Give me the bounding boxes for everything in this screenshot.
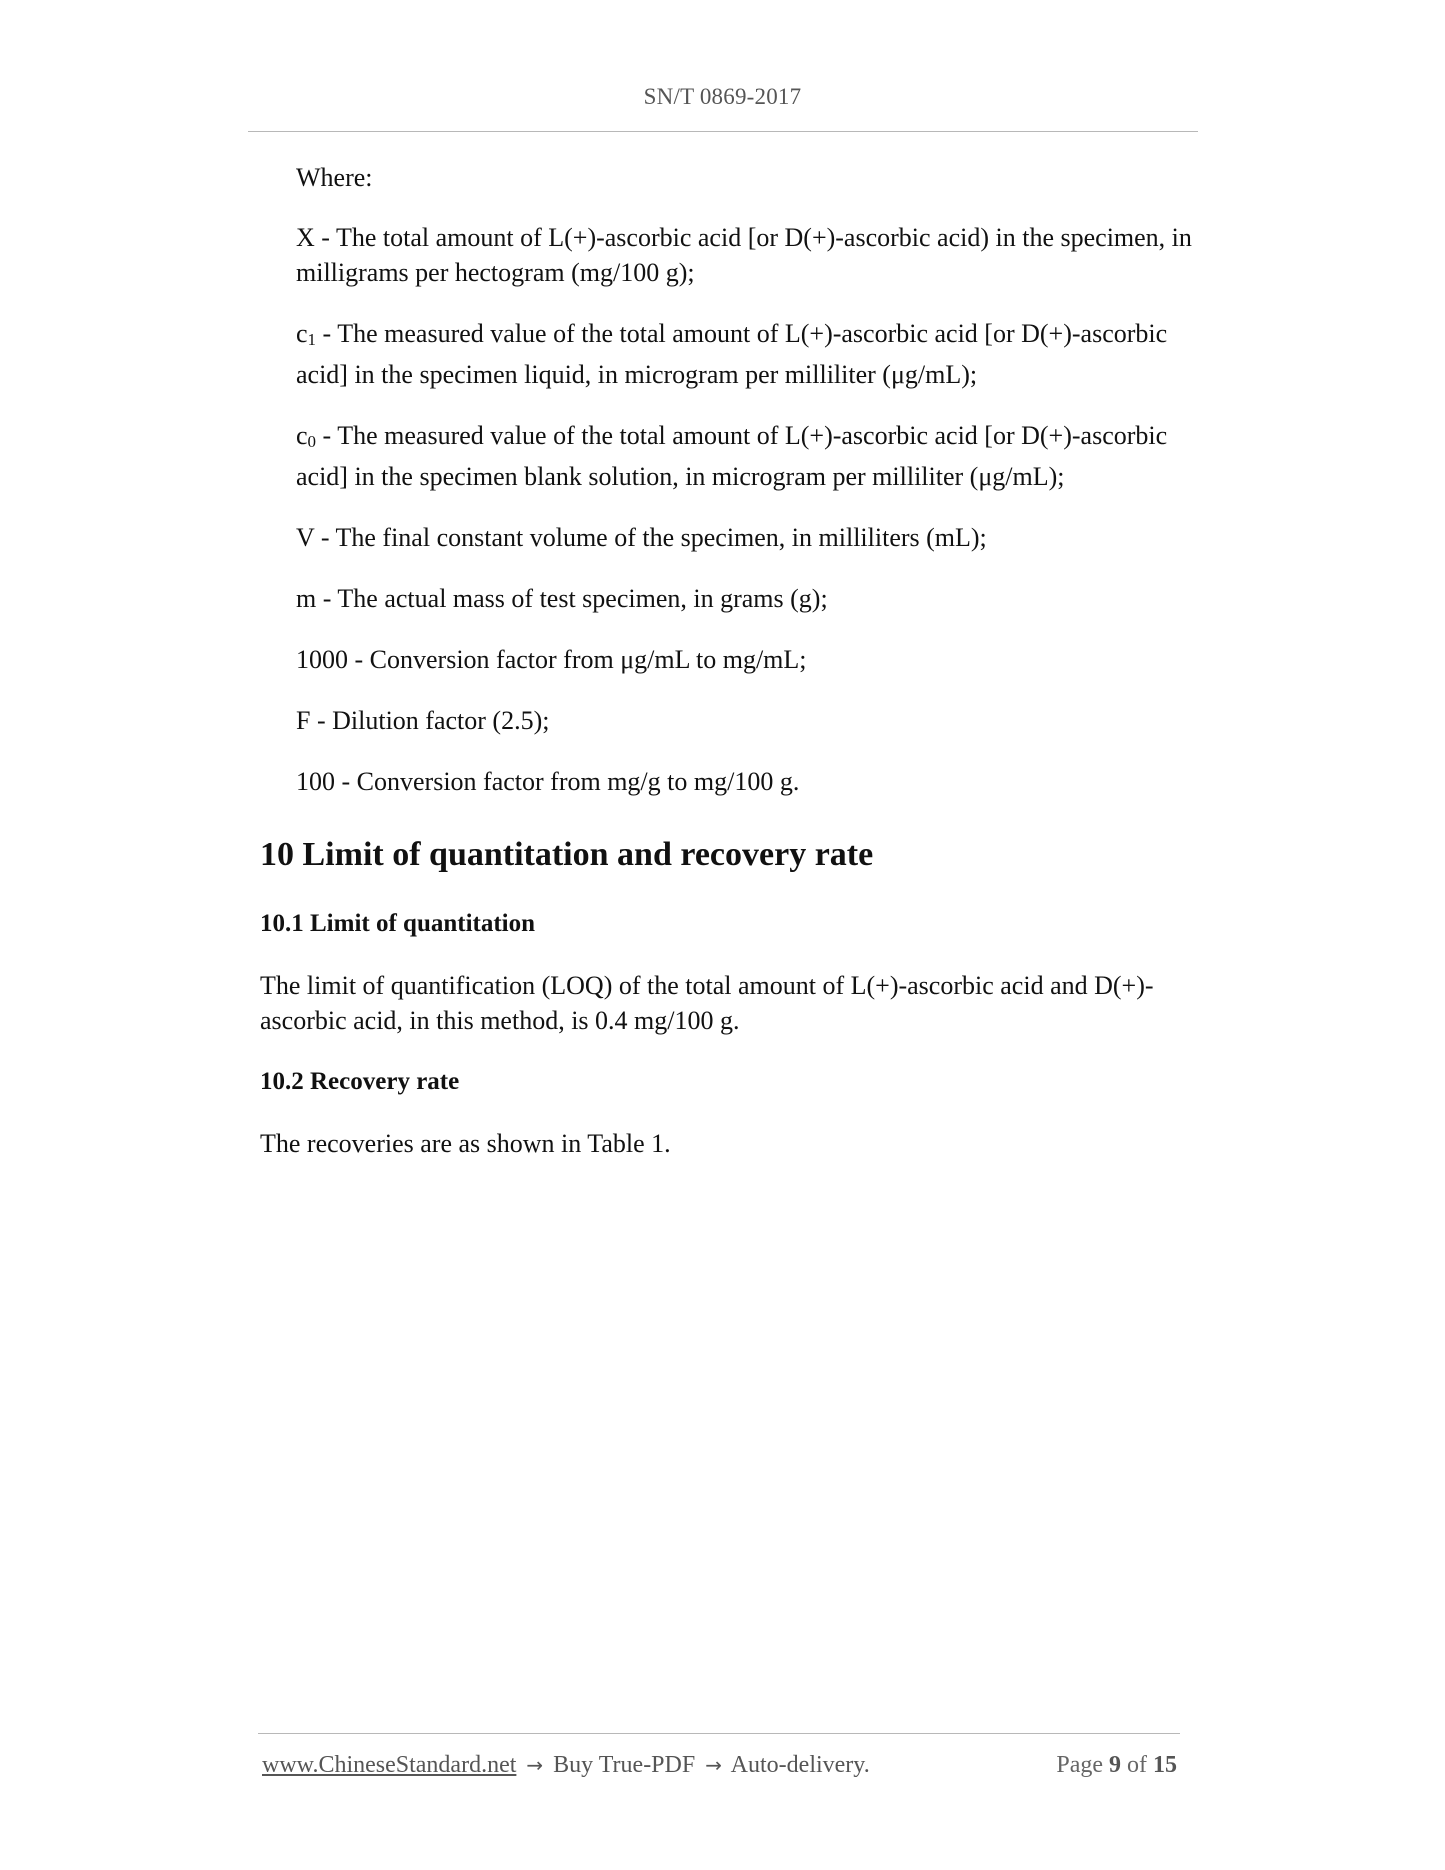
- definition-text: - The total amount of L(+)-ascorbic acid [or D(+)-ascorbic acid) in the specimen, in milligrams per hectogram (mg/100 g);: [296, 223, 1192, 287]
- footer-site-link[interactable]: www.ChineseStandard.net: [262, 1752, 517, 1778]
- definition-symbol: 1000: [296, 645, 348, 674]
- definition-symbol: F: [296, 706, 311, 735]
- definition-c0: [296, 418, 1200, 494]
- page-label: Page: [1056, 1752, 1103, 1778]
- subsection-title-recovery: 10.2 Recovery rate: [260, 1068, 460, 1095]
- footer-divider: [258, 1733, 1180, 1734]
- footer-promo: [262, 1752, 870, 1779]
- definition-text: - The final constant volume of the specimen, in milliliters (mL);: [314, 523, 987, 552]
- loq-paragraph: The limit of quantification (LOQ) of the total amount of L(+)-ascorbic acid and D(+)-ascorbic acid, in this method, is 0.4 mg/100 g.: [260, 971, 1154, 1035]
- definition-subscript: 0: [307, 432, 317, 451]
- page-total: 15: [1153, 1752, 1177, 1778]
- of-label: of: [1127, 1752, 1147, 1778]
- subsection-title-loq: 10.1 Limit of quantitation: [260, 910, 536, 937]
- definition-f: [296, 703, 1200, 738]
- footer-buy-text: Buy True-PDF: [553, 1752, 696, 1778]
- definition-100: [296, 764, 1200, 799]
- definition-symbol: V: [296, 523, 315, 552]
- where-label: Where:: [296, 163, 373, 192]
- definition-text: - The measured value of the total amount of L(+)-ascorbic acid [or D(+)-ascorbic acid] in the specimen blank solution, in microgram per milliliter (μg/mL);: [296, 421, 1168, 491]
- definition-1000: [296, 642, 1200, 677]
- section-title: 10 Limit of quantitation and recovery rate: [260, 836, 874, 873]
- definition-c1: [296, 316, 1200, 392]
- definition-symbol: 100: [296, 767, 335, 796]
- definition-m: [296, 581, 1200, 616]
- page-content: [260, 160, 1200, 1188]
- footer-delivery-text: Auto-delivery.: [730, 1752, 870, 1778]
- definition-symbol: c: [296, 421, 308, 450]
- arrow-right-icon: →: [705, 1753, 722, 1777]
- variable-definitions: [260, 160, 1200, 799]
- definition-subscript: 1: [307, 330, 317, 349]
- definition-symbol: c: [296, 319, 308, 348]
- document-code-header: SN/T 0869-2017: [643, 84, 802, 109]
- definition-text: - The measured value of the total amount of L(+)-ascorbic acid [or D(+)-ascorbic acid] in the specimen liquid, in microgram per milliliter (μg/mL);: [296, 319, 1168, 389]
- definition-text: - Conversion factor from mg/g to mg/100 g.: [335, 767, 800, 796]
- definition-text: - Conversion factor from μg/mL to mg/mL;: [348, 645, 807, 674]
- definition-x: [296, 220, 1200, 290]
- page-number: 9: [1109, 1752, 1121, 1778]
- header-divider: [248, 131, 1198, 132]
- arrow-right-icon: →: [526, 1753, 544, 1777]
- definition-v: [296, 520, 1200, 555]
- definition-symbol: X: [296, 223, 315, 252]
- definition-text: - The actual mass of test specimen, in grams (g);: [316, 584, 828, 613]
- page-indicator: [1056, 1752, 1177, 1779]
- recovery-paragraph: The recoveries are as shown in Table 1.: [260, 1129, 671, 1158]
- definition-text: - Dilution factor (2.5);: [310, 706, 550, 735]
- definition-symbol: m: [296, 584, 317, 613]
